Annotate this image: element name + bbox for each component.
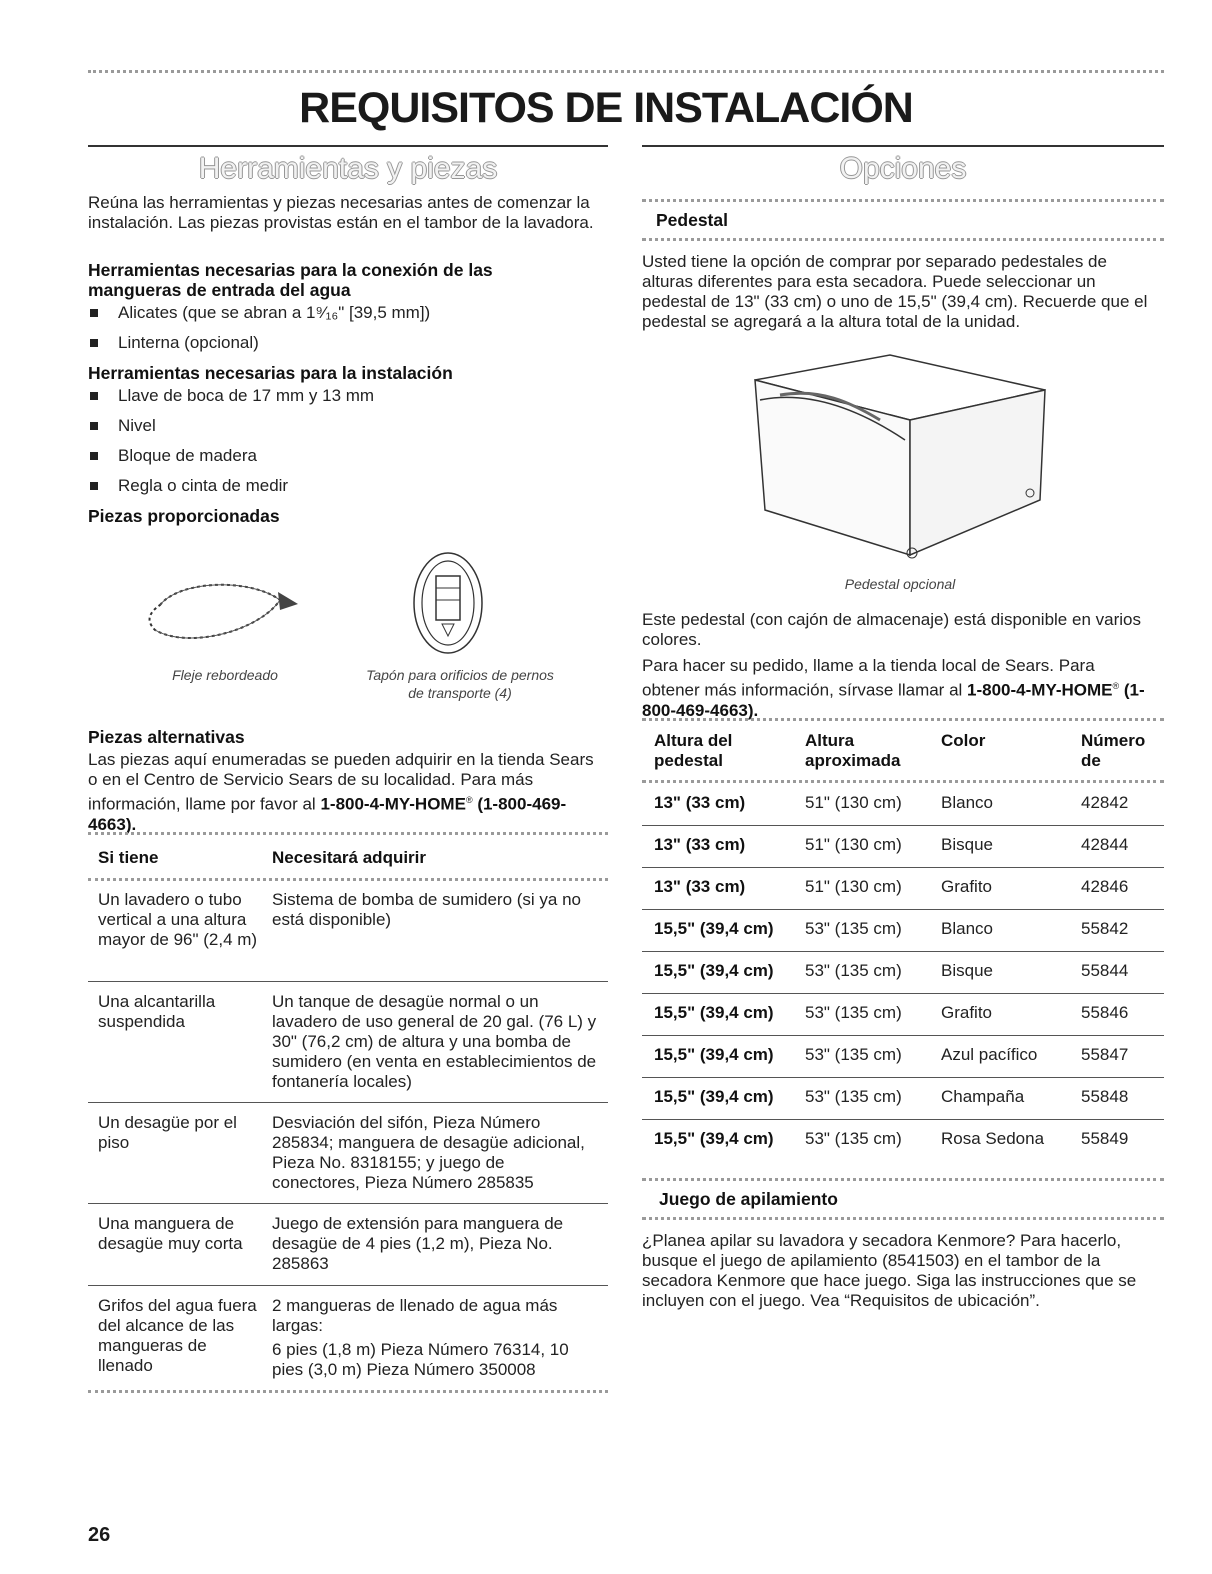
intro-text: Reúna las herramientas y piezas necesarias antes de comenzar la instalación. Las piezas provistas están en el tambor de la lavadora. [88,193,594,232]
table-header-rule [88,878,608,881]
alt-phone: 1-800-4-MY-HOME [320,794,466,814]
table-bottom-rule [88,1390,608,1393]
table-header: Altura aproximada [805,731,901,770]
pedestal-top-rule [642,199,1164,202]
row-divider [642,867,1164,868]
pedestal-illustration [740,350,1060,565]
table-cell: 53" (135 cm) [805,1003,902,1022]
table-cell: Rosa Sedona [941,1129,1045,1148]
row-divider [642,1119,1164,1120]
bullet-item: Bloque de madera [88,446,257,466]
table-cell: Un lavadero o tubo vertical a una altura mayor de 96" (2,4 m) [98,890,258,949]
order-intro: Para hacer su pedido, llame a la tienda local de Sears. Para obtener más información, sírvase llamar al [642,656,1095,700]
table-cell: Un tanque de desagüe normal o un lavadero de uso general de 20 gal. (76 L) y 30" (76,2 cm) de altura y una bomba de sumidero (en venta en establecimientos de fontanería locales) [272,992,597,1091]
alt-intro: Las piezas aquí enumeradas se pueden adquirir en la tienda Sears o en el Centro de Servicio Sears de su localidad. Para más información, llame por favor al [88,750,594,814]
table-cell: 53" (135 cm) [805,1129,902,1148]
row-divider [642,1077,1164,1078]
row-divider [642,951,1164,952]
order-text: Para hacer su pedido, llame a la tienda local de Sears. Para obtener más información, sírvase llamar al 1-800-4-MY-HOME® (1-800-469-4663). [642,656,1145,720]
table-cell: 42846 [1081,877,1129,896]
table-cell: 51" (130 cm) [805,793,902,812]
pedestal-heading: Pedestal [656,210,728,230]
alt-parts-heading: Piezas alternativas [88,727,245,747]
table-header-rule [642,780,1164,783]
stack-text: ¿Planea apilar su lavadora y secadora Kenmore? Para hacerlo, busque el juego de apilamiento (8541503) en el tambor de la secadora Kenmore que hace juego. Siga las instrucciones que se incluyen con el juego. Vea “Requisitos de ubicación”. [642,1231,1137,1310]
table-header: Necesitará adquirir [272,848,427,867]
table-cell: Grafito [941,1003,993,1022]
pedestal-intro: Usted tiene la opción de comprar por separado pedestales de alturas diferentes para esta secadora. Puede seleccionar un pedestal de 13" (33 cm) o uno de 15,5" (39,4 cm). Recuerde que el pedestal se agregará a la altura total de la unidad. [642,252,1148,331]
stack-heading: Juego de apilamiento [659,1189,838,1209]
colors-text: Este pedestal (con cajón de almacenaje) está disponible en varios colores. [642,610,1141,649]
table-cell: Blanco [941,793,993,812]
table-cell: Blanco [941,919,993,938]
order-phone-digits: (1-800-469-4663). [642,680,1145,720]
table-cell: Juego de extensión para manguera de desagüe de 4 pies (1,2 m), Pieza No. 285863 [272,1214,564,1273]
row-divider [88,1102,608,1103]
row-divider [88,1285,608,1286]
pedestal-caption: Pedestal opcional [844,576,956,592]
table-cell: Champaña [941,1087,1025,1106]
table-cell: 55849 [1081,1129,1129,1148]
parts-heading: Piezas proporcionadas [88,506,280,526]
table-cell: 42844 [1081,835,1129,854]
left-section-rule [88,145,608,147]
order-phone: 1-800-4-MY-HOME [967,680,1113,700]
table-cell: 53" (135 cm) [805,961,902,980]
table-cell: 13" (33 cm) [654,835,746,854]
row-divider [642,1035,1164,1036]
table-cell: 53" (135 cm) [805,919,902,938]
table-cell: Sistema de bomba de sumidero (si ya no está disponible) [272,890,581,929]
table-cell: 55848 [1081,1087,1129,1106]
tools-water-heading: Herramientas necesarias para la conexión de las mangueras de entrada del agua [88,260,493,300]
table-cell: Bisque [941,961,993,980]
table-cell: Bisque [941,835,993,854]
alt-parts-text: Las piezas aquí enumeradas se pueden adquirir en la tienda Sears o en el Centro de Servicio Sears de su localidad. Para más información, llame por favor al 1-800-4-MY-HOME® (1-800-469-4663). [88,750,594,834]
tools-install-heading: Herramientas necesarias para la instalación [88,363,453,383]
bullet-item: Nivel [88,416,156,436]
table-cell: 51" (130 cm) [805,835,902,854]
row-divider [88,1203,608,1204]
page-number: 26 [88,1524,111,1546]
table-cell: Grafito [941,877,993,896]
beaded-strap-illustration [140,570,310,660]
table-cell: Desviación del sifón, Pieza Número 285834; manguera de desagüe adicional, Pieza No. 8318155; y juego de conectores, Pieza Número 285835 [272,1113,585,1192]
table-cell: 42842 [1081,793,1129,812]
table-cell: Una manguera de desagüe muy corta [98,1214,243,1253]
table-cell: Grifos del agua fuera del alcance de las mangueras de llenado [98,1296,257,1375]
table-header: Color [941,731,986,750]
table-cell: 51" (130 cm) [805,877,902,896]
bullet-item: Linterna (opcional) [88,333,259,353]
table-cell: 55847 [1081,1045,1129,1064]
bullet-item: Regla o cinta de medir [88,476,288,496]
table-cell: 15,5" (39,4 cm) [654,961,774,980]
table-cell: 53" (135 cm) [805,1045,902,1064]
right-section-title: Opciones [839,152,967,185]
table-cell: 13" (33 cm) [654,877,746,896]
table-header: Altura del pedestal [654,731,733,770]
table-cell: 15,5" (39,4 cm) [654,1087,774,1106]
transport-bolt-plug-illustration [408,548,488,658]
table-cell: 15,5" (39,4 cm) [654,1003,774,1022]
table-cell: 55844 [1081,961,1129,980]
bullet-item: Alicates (que se abran a 1⁹⁄₁₆" [39,5 mm]) [88,303,430,323]
table-cell: 15,5" (39,4 cm) [654,919,774,938]
table-cell: 15,5" (39,4 cm) [654,1129,774,1148]
table-cell: 6 pies (1,8 m) Pieza Número 76314, 10 pies (3,0 m) Pieza Número 350008 [272,1340,569,1379]
table-cell: Azul pacífico [941,1045,1038,1064]
row-divider [88,981,608,982]
top-dotted-rule [88,70,1164,73]
table-cell: 2 mangueras de llenado de agua más largas: [272,1296,558,1335]
table-cell: 55846 [1081,1003,1129,1022]
row-divider [642,993,1164,994]
caption-strap: Fleje rebordeado [172,667,278,683]
table-cell: Una alcantarilla suspendida [98,992,216,1031]
table-header: Si tiene [98,848,159,867]
row-divider [642,909,1164,910]
table-cell: Un desagüe por el piso [98,1113,237,1152]
stack-bottom-rule [642,1217,1164,1220]
table-cell: 13" (33 cm) [654,793,746,812]
table-top-rule [88,832,608,835]
right-section-rule [642,145,1164,147]
left-section-title: Herramientas y piezas [198,152,498,185]
table-top-rule [642,718,1164,721]
table-cell: 53" (135 cm) [805,1087,902,1106]
table-cell: 55842 [1081,919,1129,938]
alt-phone-digits: (1-800-469-4663). [88,794,567,834]
row-divider [642,825,1164,826]
table-cell: 15,5" (39,4 cm) [654,1045,774,1064]
caption-plug: Tapón para orificios de pernos de transporte (4) [366,667,554,701]
stack-top-rule [642,1178,1164,1181]
table-header: Número de [1081,731,1146,770]
pedestal-bottom-rule [642,238,1164,241]
bullet-item: Llave de boca de 17 mm y 13 mm [88,386,374,406]
page-title: REQUISITOS DE INSTALACIÓN [299,84,913,132]
